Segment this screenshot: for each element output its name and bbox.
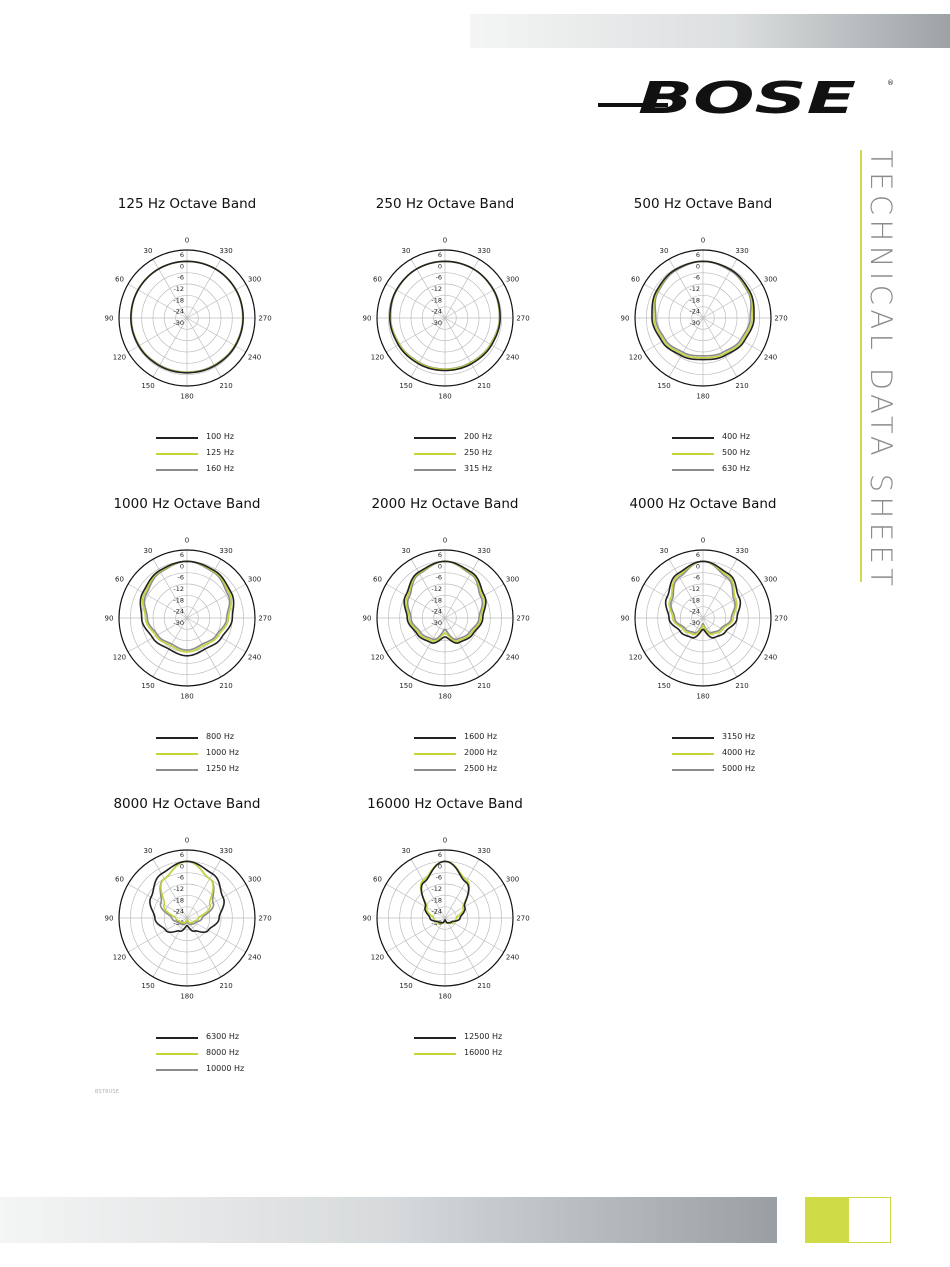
angle-tick-label: 150 (141, 382, 155, 391)
radial-tick-label: -30 (173, 919, 184, 927)
angle-tick-label: 120 (628, 653, 643, 662)
plot-title: 500 Hz Octave Band (633, 196, 773, 212)
radial-tick-label: 0 (695, 562, 700, 571)
legend-entry (414, 749, 534, 759)
radial-tick-label: -12 (173, 285, 184, 293)
angle-tick-label: 30 (143, 246, 153, 255)
angle-tick-label: 330 (477, 546, 491, 555)
grid-spoke (445, 584, 504, 618)
angle-tick-label: 60 (114, 275, 124, 284)
angle-tick-label: 210 (219, 982, 233, 991)
angle-tick-label: 60 (372, 275, 382, 284)
angle-tick-label: 120 (628, 353, 643, 362)
legend-swatch (672, 453, 714, 455)
angle-tick-label: 240 (763, 353, 778, 362)
legend-label: 160 Hz (206, 464, 235, 473)
legend-label: 8000 Hz (206, 1048, 240, 1057)
grid-spoke (187, 584, 246, 618)
legend-entry (672, 733, 792, 743)
legend-entry (414, 1033, 534, 1043)
grid-spoke (187, 918, 221, 977)
grid-spoke (187, 284, 246, 318)
angle-tick-label: 240 (247, 353, 262, 362)
radial-tick-label: 0 (437, 262, 442, 271)
angle-tick-label: 120 (370, 353, 385, 362)
legend-label: 200 Hz (464, 432, 493, 441)
plot-title: 125 Hz Octave Band (117, 196, 257, 212)
polar-plot (578, 196, 828, 486)
angle-tick-label: 330 (477, 846, 491, 855)
grid-spoke (445, 859, 479, 918)
grid-spoke (187, 559, 221, 618)
legend-swatch (156, 437, 198, 439)
legend-swatch (156, 769, 198, 771)
legend-swatch (414, 469, 456, 471)
angle-tick-label: 0 (184, 236, 190, 245)
angle-tick-label: 60 (630, 575, 640, 584)
radial-tick-label: 0 (695, 262, 700, 271)
legend-entry (156, 1049, 276, 1059)
polar-plot (578, 496, 828, 786)
legend-entry (156, 433, 276, 443)
legend-label: 125 Hz (206, 448, 235, 457)
radial-tick-label: -30 (173, 619, 184, 627)
angle-tick-label: 150 (399, 382, 413, 391)
angle-tick-label: 150 (657, 682, 671, 691)
radial-tick-label: -6 (177, 873, 184, 882)
grid-spoke (445, 884, 504, 918)
legend-swatch (672, 437, 714, 439)
angle-tick-label: 300 (247, 275, 262, 284)
angle-tick-label: 180 (180, 392, 194, 401)
radial-tick-label: -18 (173, 896, 184, 905)
plot-title: 4000 Hz Octave Band (629, 496, 777, 512)
angle-tick-label: 300 (247, 575, 262, 584)
legend-swatch (414, 769, 456, 771)
angle-tick-label: 90 (620, 614, 630, 623)
page-badge-fill (806, 1198, 849, 1242)
legend-entry (672, 433, 792, 443)
angle-tick-label: 210 (219, 682, 233, 691)
angle-tick-label: 330 (219, 546, 233, 555)
radial-tick-label: 6 (179, 251, 184, 259)
bottom-footer-bar (0, 1197, 777, 1243)
legend-swatch (414, 1037, 456, 1039)
angle-tick-label: 180 (696, 392, 710, 401)
radial-tick-label: -30 (689, 619, 700, 627)
radial-tick-label: 0 (437, 862, 442, 871)
legend-swatch (672, 737, 714, 739)
legend-label: 10000 Hz (206, 1064, 245, 1073)
legend-label: 250 Hz (464, 448, 493, 457)
angle-tick-label: 150 (141, 682, 155, 691)
angle-tick-label: 180 (438, 692, 452, 701)
angle-tick-label: 210 (735, 682, 749, 691)
angle-tick-label: 90 (362, 614, 372, 623)
plot-title: 8000 Hz Octave Band (113, 796, 261, 812)
legend-label: 6300 Hz (206, 1032, 240, 1041)
angle-tick-label: 30 (401, 846, 411, 855)
angle-tick-label: 120 (370, 953, 385, 962)
radial-tick-label: -18 (431, 896, 442, 905)
legend-swatch (672, 469, 714, 471)
angle-tick-label: 300 (247, 875, 262, 884)
legend-swatch (156, 453, 198, 455)
radial-tick-label: -12 (689, 285, 700, 293)
angle-tick-label: 30 (401, 246, 411, 255)
radial-tick-label: 0 (179, 862, 184, 871)
radial-tick-label: -24 (431, 907, 442, 916)
legend-entry (156, 1065, 276, 1075)
polar-plot-svg (578, 216, 828, 416)
radial-tick-label: -24 (431, 307, 442, 316)
angle-tick-label: 330 (219, 846, 233, 855)
polar-plot-svg (320, 816, 570, 1016)
radial-tick-label: -12 (431, 885, 442, 893)
grid-spoke (187, 318, 246, 352)
angle-tick-label: 210 (219, 382, 233, 391)
angle-tick-label: 270 (516, 914, 530, 923)
radial-tick-label: -6 (693, 273, 700, 282)
radial-tick-label: -12 (431, 585, 442, 593)
legend-swatch (672, 753, 714, 755)
registered-mark: ® (887, 79, 894, 87)
legend-label: 12500 Hz (464, 1032, 503, 1041)
radial-tick-label: -12 (431, 285, 442, 293)
angle-tick-label: 0 (442, 236, 448, 245)
grid-spoke (187, 884, 246, 918)
legend-entry (672, 765, 792, 775)
grid-spoke (445, 618, 504, 652)
angle-tick-label: 240 (505, 653, 520, 662)
radial-tick-label: -18 (173, 296, 184, 305)
grid-spoke (445, 259, 479, 318)
angle-tick-label: 90 (620, 314, 630, 323)
legend-label: 2500 Hz (464, 764, 498, 773)
legend-entry (414, 1049, 534, 1059)
angle-tick-label: 270 (774, 614, 788, 623)
legend-entry (414, 733, 534, 743)
grid-spoke (445, 918, 479, 977)
radial-tick-label: 6 (437, 851, 442, 859)
legend-label: 500 Hz (722, 448, 751, 457)
angle-tick-label: 0 (184, 836, 190, 845)
angle-tick-label: 240 (763, 653, 778, 662)
angle-tick-label: 150 (657, 382, 671, 391)
legend-label: 16000 Hz (464, 1048, 503, 1057)
legend-entry (672, 749, 792, 759)
radial-tick-label: 6 (179, 851, 184, 859)
legend-entry (414, 449, 534, 459)
polar-plot-svg (62, 816, 312, 1016)
grid-spoke (187, 318, 221, 377)
angle-tick-label: 0 (184, 536, 190, 545)
angle-tick-label: 270 (258, 314, 272, 323)
polar-plot (62, 496, 312, 786)
angle-tick-label: 240 (247, 953, 262, 962)
angle-tick-label: 330 (219, 246, 233, 255)
angle-tick-label: 210 (477, 682, 491, 691)
radial-tick-label: 0 (179, 262, 184, 271)
angle-tick-label: 120 (112, 953, 127, 962)
legend-swatch (414, 753, 456, 755)
legend-label: 400 Hz (722, 432, 751, 441)
angle-tick-label: 210 (477, 382, 491, 391)
radial-tick-label: -24 (431, 607, 442, 616)
angle-tick-label: 330 (735, 546, 749, 555)
legend-entry (414, 433, 534, 443)
radial-tick-label: -12 (173, 585, 184, 593)
radial-tick-label: -24 (173, 907, 184, 916)
legend-swatch (672, 769, 714, 771)
radial-tick-label: -12 (689, 585, 700, 593)
angle-tick-label: 150 (399, 982, 413, 991)
grid-spoke (187, 618, 221, 677)
radial-tick-label: 6 (437, 251, 442, 259)
angle-tick-label: 330 (735, 246, 749, 255)
angle-tick-label: 90 (104, 314, 114, 323)
angle-tick-label: 30 (401, 546, 411, 555)
angle-tick-label: 240 (505, 953, 520, 962)
legend-swatch (156, 753, 198, 755)
angle-tick-label: 240 (505, 353, 520, 362)
angle-tick-label: 60 (114, 575, 124, 584)
angle-tick-label: 90 (362, 914, 372, 923)
angle-tick-label: 270 (774, 314, 788, 323)
legend-label: 2000 Hz (464, 748, 498, 757)
document-code: BST8USE (95, 1089, 120, 1095)
radial-tick-label: -18 (689, 296, 700, 305)
legend-entry (672, 449, 792, 459)
angle-tick-label: 30 (659, 246, 669, 255)
angle-tick-label: 300 (505, 875, 520, 884)
polar-plot (62, 796, 312, 1086)
polar-plot-svg (62, 216, 312, 416)
legend-swatch (414, 737, 456, 739)
angle-tick-label: 30 (659, 546, 669, 555)
bose-logo (598, 75, 898, 120)
angle-tick-label: 180 (696, 692, 710, 701)
plot-title: 16000 Hz Octave Band (367, 796, 523, 812)
legend-entry (156, 733, 276, 743)
radial-tick-label: -30 (431, 619, 442, 627)
radial-tick-label: -30 (431, 319, 442, 327)
radial-tick-label: -6 (435, 873, 442, 882)
radial-tick-label: -6 (177, 573, 184, 582)
radial-tick-label: -6 (177, 273, 184, 282)
angle-tick-label: 180 (438, 392, 452, 401)
legend-swatch (156, 1069, 198, 1071)
angle-tick-label: 0 (442, 536, 448, 545)
grid-spoke (445, 284, 504, 318)
legend-swatch (156, 469, 198, 471)
angle-tick-label: 240 (247, 653, 262, 662)
radial-tick-label: -6 (435, 273, 442, 282)
angle-tick-label: 180 (180, 692, 194, 701)
grid-spoke (703, 259, 737, 318)
radial-tick-label: 0 (179, 562, 184, 571)
radial-tick-label: -18 (431, 296, 442, 305)
legend-label: 800 Hz (206, 732, 235, 741)
angle-tick-label: 300 (763, 575, 778, 584)
angle-tick-label: 30 (143, 546, 153, 555)
polar-plot-svg (578, 516, 828, 716)
legend-label: 4000 Hz (722, 748, 756, 757)
legend-label: 3150 Hz (722, 732, 756, 741)
angle-tick-label: 300 (763, 275, 778, 284)
angle-tick-label: 270 (258, 914, 272, 923)
radial-tick-label: -18 (689, 596, 700, 605)
angle-tick-label: 210 (477, 982, 491, 991)
page-badge (805, 1197, 891, 1243)
legend-swatch (414, 453, 456, 455)
angle-tick-label: 270 (258, 614, 272, 623)
polar-plot (320, 796, 570, 1086)
legend-entry (156, 749, 276, 759)
polar-plot-svg (320, 216, 570, 416)
angle-tick-label: 60 (372, 575, 382, 584)
angle-tick-label: 60 (114, 875, 124, 884)
plot-title: 2000 Hz Octave Band (371, 496, 519, 512)
radial-tick-label: -24 (689, 307, 700, 316)
radial-tick-label: 0 (437, 562, 442, 571)
legend-swatch (414, 437, 456, 439)
top-header-bar (470, 14, 950, 48)
legend-swatch (156, 1037, 198, 1039)
angle-tick-label: 0 (700, 236, 706, 245)
angle-tick-label: 120 (112, 653, 127, 662)
angle-tick-label: 180 (438, 992, 452, 1001)
radial-tick-label: -24 (173, 307, 184, 316)
polar-plot (320, 496, 570, 786)
polar-plot (62, 196, 312, 486)
angle-tick-label: 180 (180, 992, 194, 1001)
legend-label: 1250 Hz (206, 764, 240, 773)
angle-tick-label: 30 (143, 846, 153, 855)
radial-tick-label: 6 (695, 551, 700, 559)
legend-label: 315 Hz (464, 464, 493, 473)
angle-tick-label: 120 (112, 353, 127, 362)
angle-tick-label: 60 (372, 875, 382, 884)
legend-entry (414, 765, 534, 775)
angle-tick-label: 150 (141, 982, 155, 991)
grid-spoke (187, 259, 221, 318)
legend-label: 1000 Hz (206, 748, 240, 757)
plot-title: 1000 Hz Octave Band (113, 496, 261, 512)
radial-tick-label: -30 (689, 319, 700, 327)
angle-tick-label: 270 (516, 314, 530, 323)
angle-tick-label: 60 (630, 275, 640, 284)
legend-swatch (156, 737, 198, 739)
legend-label: 100 Hz (206, 432, 235, 441)
radial-tick-label: 6 (179, 551, 184, 559)
polar-plot-svg (62, 516, 312, 716)
angle-tick-label: 90 (104, 914, 114, 923)
plot-title: 250 Hz Octave Band (375, 196, 515, 212)
legend-entry (414, 465, 534, 475)
angle-tick-label: 300 (505, 575, 520, 584)
radial-tick-label: -18 (173, 596, 184, 605)
radial-tick-label: -24 (689, 607, 700, 616)
legend-swatch (156, 1053, 198, 1055)
radial-tick-label: -30 (431, 919, 442, 927)
legend-entry (156, 449, 276, 459)
radial-tick-label: -12 (173, 885, 184, 893)
legend-label: 1600 Hz (464, 732, 498, 741)
logo-wordmark: BOSE (638, 75, 856, 120)
legend-swatch (414, 1053, 456, 1055)
legend-label: 630 Hz (722, 464, 751, 473)
polar-plot-svg (320, 516, 570, 716)
angle-tick-label: 90 (362, 314, 372, 323)
angle-tick-label: 120 (370, 653, 385, 662)
radial-tick-label: -6 (435, 573, 442, 582)
angle-tick-label: 330 (477, 246, 491, 255)
legend-entry (156, 765, 276, 775)
side-accent-rule (860, 150, 862, 582)
angle-tick-label: 210 (735, 382, 749, 391)
angle-tick-label: 300 (505, 275, 520, 284)
polar-plot (320, 196, 570, 486)
angle-tick-label: 90 (104, 614, 114, 623)
angle-tick-label: 150 (399, 682, 413, 691)
side-title: TECHNICAL DATA SHEET (864, 150, 898, 591)
radial-tick-label: -18 (431, 596, 442, 605)
legend-entry (672, 465, 792, 475)
radial-tick-label: -24 (173, 607, 184, 616)
radial-tick-label: 6 (437, 551, 442, 559)
angle-tick-label: 270 (516, 614, 530, 623)
legend-label: 5000 Hz (722, 764, 756, 773)
radial-tick-label: -30 (173, 319, 184, 327)
radial-tick-label: -6 (693, 573, 700, 582)
radial-tick-label: 6 (695, 251, 700, 259)
legend-entry (156, 465, 276, 475)
angle-tick-label: 0 (442, 836, 448, 845)
angle-tick-label: 0 (700, 536, 706, 545)
legend-entry (156, 1033, 276, 1043)
